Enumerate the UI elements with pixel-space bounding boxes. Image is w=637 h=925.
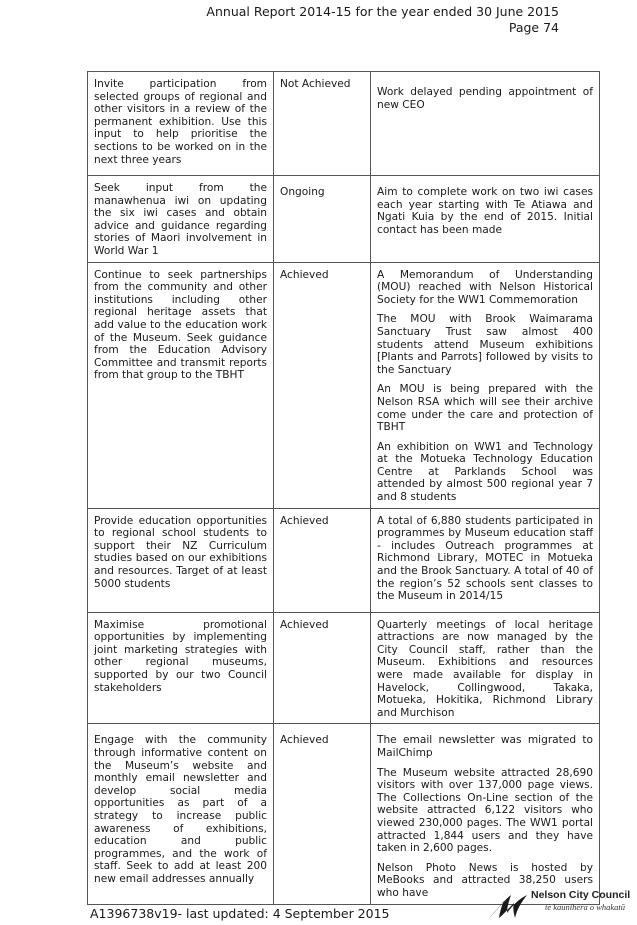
comment-text: Work delayed pending appointment of new CEO	[377, 86, 593, 111]
logo-name: Nelson City Council	[531, 889, 631, 901]
comment-text: Nelson Photo News is hosted by MeBooks and attracted 38,250 users who have	[377, 861, 593, 899]
table-row	[88, 724, 600, 904]
comments-cell	[371, 508, 600, 612]
comment-text: The email newsletter was migrated to MailChimp	[377, 734, 593, 759]
activity-cell: Continue to seek partnerships from the community and other institutions including other regional heritage assets that add value to the education work of the Museum. Seek guidance from the Education Advisory Committee and transmit reports from that group to the TBHT	[88, 262, 274, 508]
comment-text: A total of 6,880 students participated in programmes by Museum education staff - includes Outreach programmes at Richmond Library, MOTEC in Motueka and the Brook Sanctuary. A total of 40 of the region’s 52 schools sent classes to the Museum in 2014/15	[377, 514, 593, 603]
comments-cell	[371, 176, 600, 263]
page-number: Page 74	[508, 20, 559, 35]
logo-subtitle: te kaunihera o whakatū	[545, 902, 626, 912]
status-cell: Ongoing	[274, 176, 371, 263]
activity-cell: Provide education opportunities to regional school students to support their NZ Curriculum studies based on our exhibitions and resources. Target of at least 5000 students	[88, 508, 274, 612]
comments-cell	[371, 724, 600, 904]
page-header	[206, 4, 559, 36]
performance-table	[87, 71, 600, 905]
table-row	[88, 176, 600, 263]
comment-text: A Memorandum of Understanding (MOU) reached with Nelson Historical Society for the WW1 Commemoration	[377, 268, 593, 306]
activity-cell: Engage with the community through informative content on the Museum’s website and monthly email newsletter and develop social media opportunities as part of a strategy to increase public awareness of exhibitions, education and public programmes, and the work of staff. Seek to add at least 200 new email addresses annually	[88, 724, 274, 904]
table-row	[88, 612, 600, 724]
ncc-logo-mark-icon	[487, 891, 529, 921]
status-cell: Achieved	[274, 612, 371, 724]
comment-text: Quarterly meetings of local heritage attractions are now managed by the City Council staff, rather than the Museum. Exhibitions and resources were made available for display in Havelock, Collingwood, Takaka, Motueka, Hokitika, Richmond Library and Murchison	[377, 618, 593, 719]
status-cell: Not Achieved	[274, 72, 371, 176]
comments-cell	[371, 612, 600, 724]
status-cell: Achieved	[274, 508, 371, 612]
table-row	[88, 72, 600, 176]
comment-text: An exhibition on WW1 and Technology at the Motueka Technology Education Centre at Parklands School was attended by almost 500 regional year 7 and 8 students	[377, 440, 593, 504]
footer-doc-ref: A1396738v19- last updated: 4 September 2015	[90, 906, 390, 921]
table-row	[88, 508, 600, 612]
activity-cell: Maximise promotional opportunities by implementing joint marketing strategies with other regional museums, supported by our two Council stakeholders	[88, 612, 274, 724]
comments-cell	[371, 262, 600, 508]
status-cell: Achieved	[274, 262, 371, 508]
comments-cell	[371, 72, 600, 176]
council-logo	[487, 889, 637, 925]
comment-text: The MOU with Brook Waimarama Sanctuary Trust saw almost 400 students attend Museum exhibitions [Plants and Parrots] followed by visits to the Sanctuary	[377, 313, 593, 376]
comment-text: An MOU is being prepared with the Nelson RSA which will see their archive come under the care and protection of TBHT	[377, 383, 593, 434]
table-row	[88, 262, 600, 508]
report-title: Annual Report 2014-15 for the year ended 30 June 2015	[206, 4, 559, 19]
activity-cell: Invite participation from selected groups of regional and other visitors in a review of the permanent exhibition. Use this input to help prioritise the sections to be worked on in the next three years	[88, 72, 274, 176]
comment-text: Aim to complete work on two iwi cases each year starting with Te Atiawa and Ngati Kuia by the end of 2015. Initial contact has been made	[377, 186, 593, 236]
comment-text: The Museum website attracted 28,690 visitors with over 137,000 page views. The Collections On-Line section of the website attracted 6,122 visitors who viewed 230,000 pages. The WW1 portal attracted 1,844 users and they have taken in 2,600 pages.	[377, 766, 593, 855]
activity-cell: Seek input from the manawhenua iwi on updating the six iwi cases and obtain advice and guidance regarding stories of Maori involvement in World War 1	[88, 176, 274, 263]
status-cell: Achieved	[274, 724, 371, 904]
